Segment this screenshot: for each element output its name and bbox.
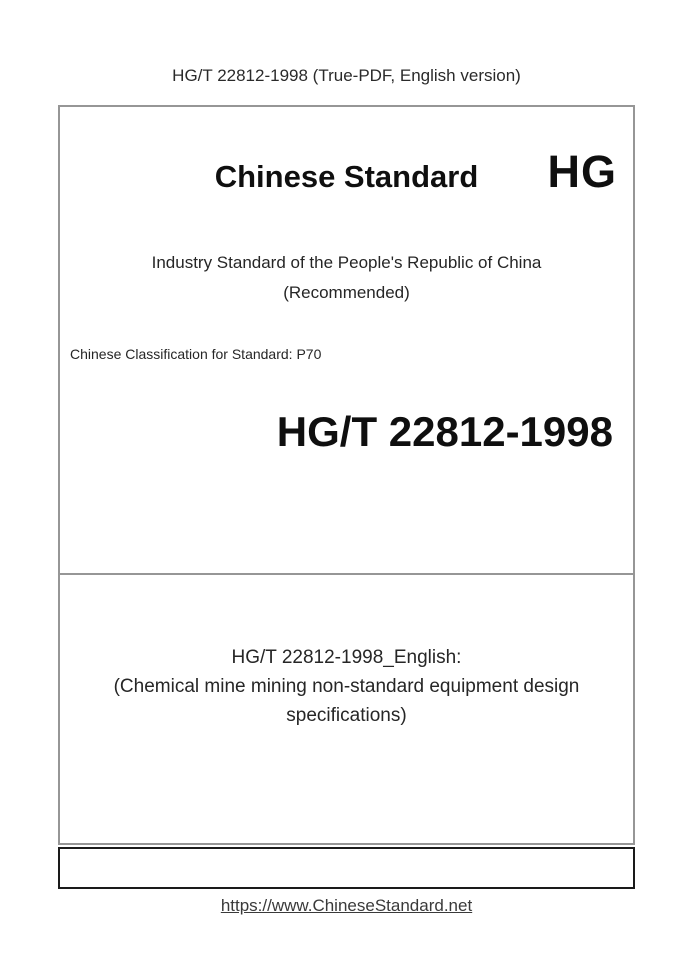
- hg-logo: HG: [547, 146, 617, 197]
- recommended-line: (Recommended): [283, 283, 410, 302]
- subtitle-line: Industry Standard of the People's Republic of China: [151, 253, 542, 272]
- classification-label: Chinese Classification for Standard: P70: [70, 346, 322, 362]
- english-label: HG/T 22812-1998_English:: [231, 647, 462, 668]
- cover-top-section: [60, 107, 633, 575]
- standard-number: HG/T 22812-1998: [276, 408, 613, 455]
- bottom-empty-box: [58, 847, 635, 889]
- english-title-line-1: (Chemical mine mining non-standard equipment design: [113, 676, 580, 697]
- title-row: [60, 107, 633, 198]
- cover-box: [58, 105, 635, 845]
- english-title-block: [60, 575, 633, 730]
- site-link[interactable]: https://www.ChineseStandard.net: [220, 896, 473, 915]
- cover-title: Chinese Standard: [214, 159, 479, 194]
- english-title-line-2: specifications): [286, 705, 407, 726]
- page-footer: [0, 896, 693, 916]
- subtitle-block: [60, 248, 633, 308]
- page-header-caption: HG/T 22812-1998 (True-PDF, English version): [172, 66, 521, 85]
- cover-bottom-section: [60, 575, 633, 843]
